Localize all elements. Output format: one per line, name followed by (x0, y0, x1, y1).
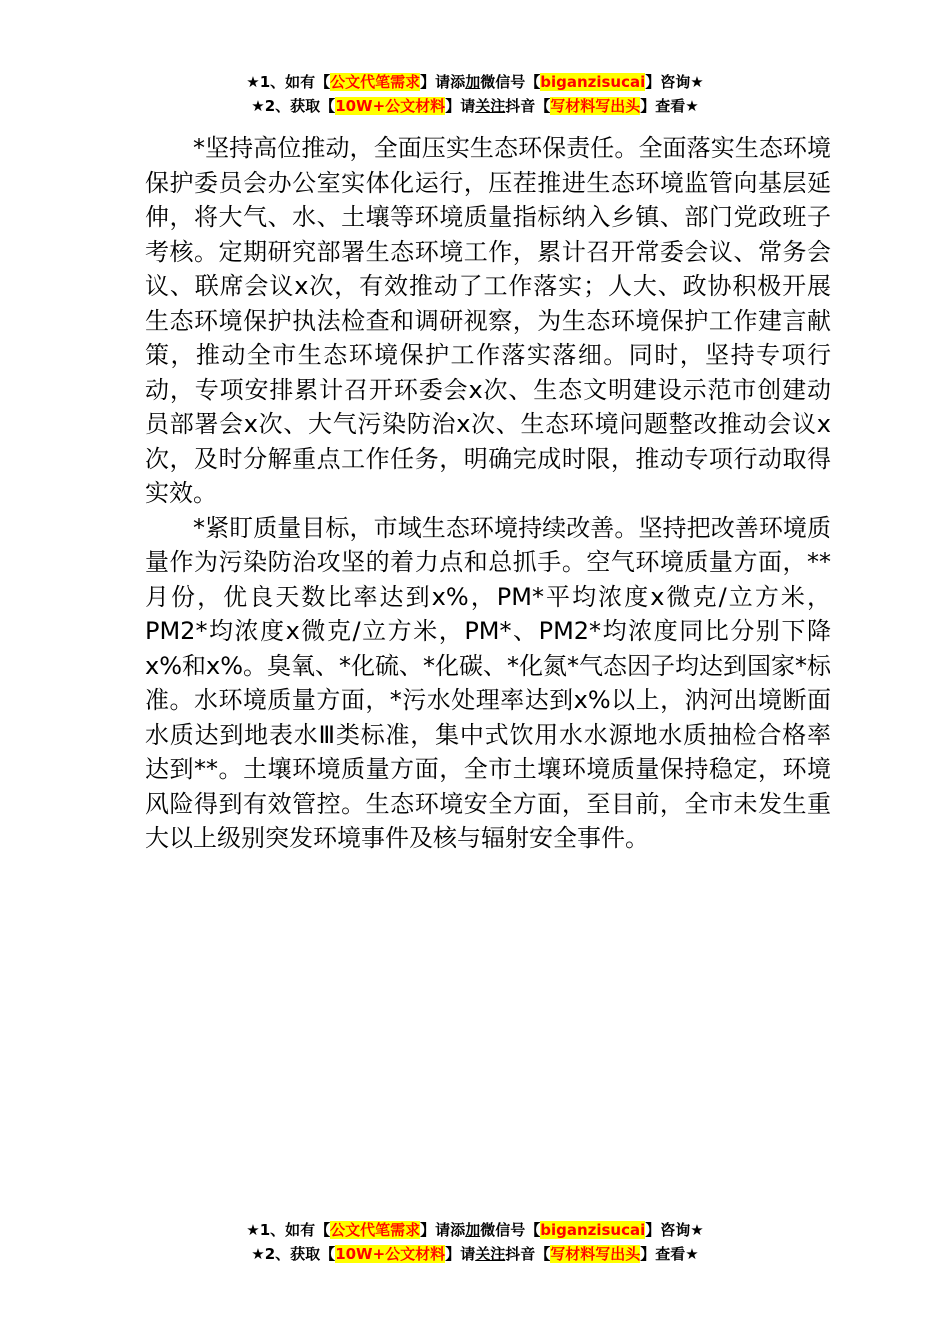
promo-text: 】咨询★ (645, 73, 704, 91)
promo-text: 微信号【 (480, 73, 541, 91)
wechat-id: biganzisucai (540, 73, 646, 91)
promo-text: ★2、获取【 (251, 1245, 336, 1263)
promo-highlight: 10W+公文材料 (335, 1245, 446, 1263)
promo-text: 】请 (445, 1245, 476, 1263)
promo-text: ★1、如有【 (246, 73, 331, 91)
promo-text: ★2、获取【 (251, 97, 336, 115)
promo-underlined: 关注 (475, 97, 506, 115)
promo-header (0, 70, 950, 118)
promo-highlight: 10W+公文材料 (335, 97, 446, 115)
promo-text: 】请 (445, 97, 476, 115)
promo-line-1 (0, 70, 950, 94)
promo-line-2 (0, 1242, 950, 1266)
document-body (145, 131, 831, 856)
promo-underlined: 加 (465, 73, 481, 91)
promo-line-2 (0, 94, 950, 118)
promo-text: 】请添 (420, 1221, 466, 1239)
promo-underlined: 加 (465, 1221, 481, 1239)
promo-text: 抖音【 (505, 1245, 551, 1263)
promo-text: 】查看★ (640, 1245, 699, 1263)
douyin-account: 写材料写出头 (550, 97, 641, 115)
promo-text: 】请添 (420, 73, 466, 91)
promo-text: 】查看★ (640, 97, 699, 115)
wechat-id: biganzisucai (540, 1221, 646, 1239)
promo-underlined: 关注 (475, 1245, 506, 1263)
promo-text: 】咨询★ (645, 1221, 704, 1239)
promo-text: 抖音【 (505, 97, 551, 115)
promo-line-1 (0, 1218, 950, 1242)
douyin-account: 写材料写出头 (550, 1245, 641, 1263)
promo-highlight: 公文代笔需求 (330, 1221, 421, 1239)
paragraph-responsibility: *坚持高位推动，全面压实生态环保责任。全面落实生态环境保护委员会办公室实体化运行，压茬推进生态环境监管向基层延伸，将大气、水、土壤等环境质量指标纳入乡镇、部门党政班子考核。定期研究部署生态环境工作，累计召开常委会议、常务会议、联席会议x次，有效推动了工作落实；人大、政协积极开展生态环境保护执法检查和调研视察，为生态环境保护工作建言献策，推动全市生态环境保护工作落实落细。同时，坚持专项行动，专项安排累计召开环委会x次、生态文明建设示范市创建动员部署会x次、大气污染防治x次、生态环境问题整改推动会议x次，及时分解重点工作任务，明确完成时限，推动专项行动取得实效。 (145, 134, 831, 507)
promo-footer (0, 1218, 950, 1266)
promo-highlight: 公文代笔需求 (330, 73, 421, 91)
promo-text: ★1、如有【 (246, 1221, 331, 1239)
promo-text: 微信号【 (480, 1221, 541, 1239)
paragraph-quality-targets: *紧盯质量目标，市域生态环境持续改善。坚持把改善环境质量作为污染防治攻坚的着力点和总抓手。空气环境质量方面，**月份，优良天数比率达到x%，PM*平均浓度x微克/立方米，PM2*均浓度x微克/立方米，PM*、PM2*均浓度同比分别下降x%和x%。臭氧、*化硫、*化碳、*化氮*气态因子均达到国家*标准。水环境质量方面，*污水处理率达到x%以上，汭河出境断面水质达到地表水Ⅲ类标准，集中式饮用水水源地水质抽检合格率达到**。土壤环境质量方面，全市土壤环境质量保持稳定，环境风险得到有效管控。生态环境安全方面，至目前，全市未发生重大以上级别突发环境事件及核与辐射安全事件。 (145, 513, 832, 852)
